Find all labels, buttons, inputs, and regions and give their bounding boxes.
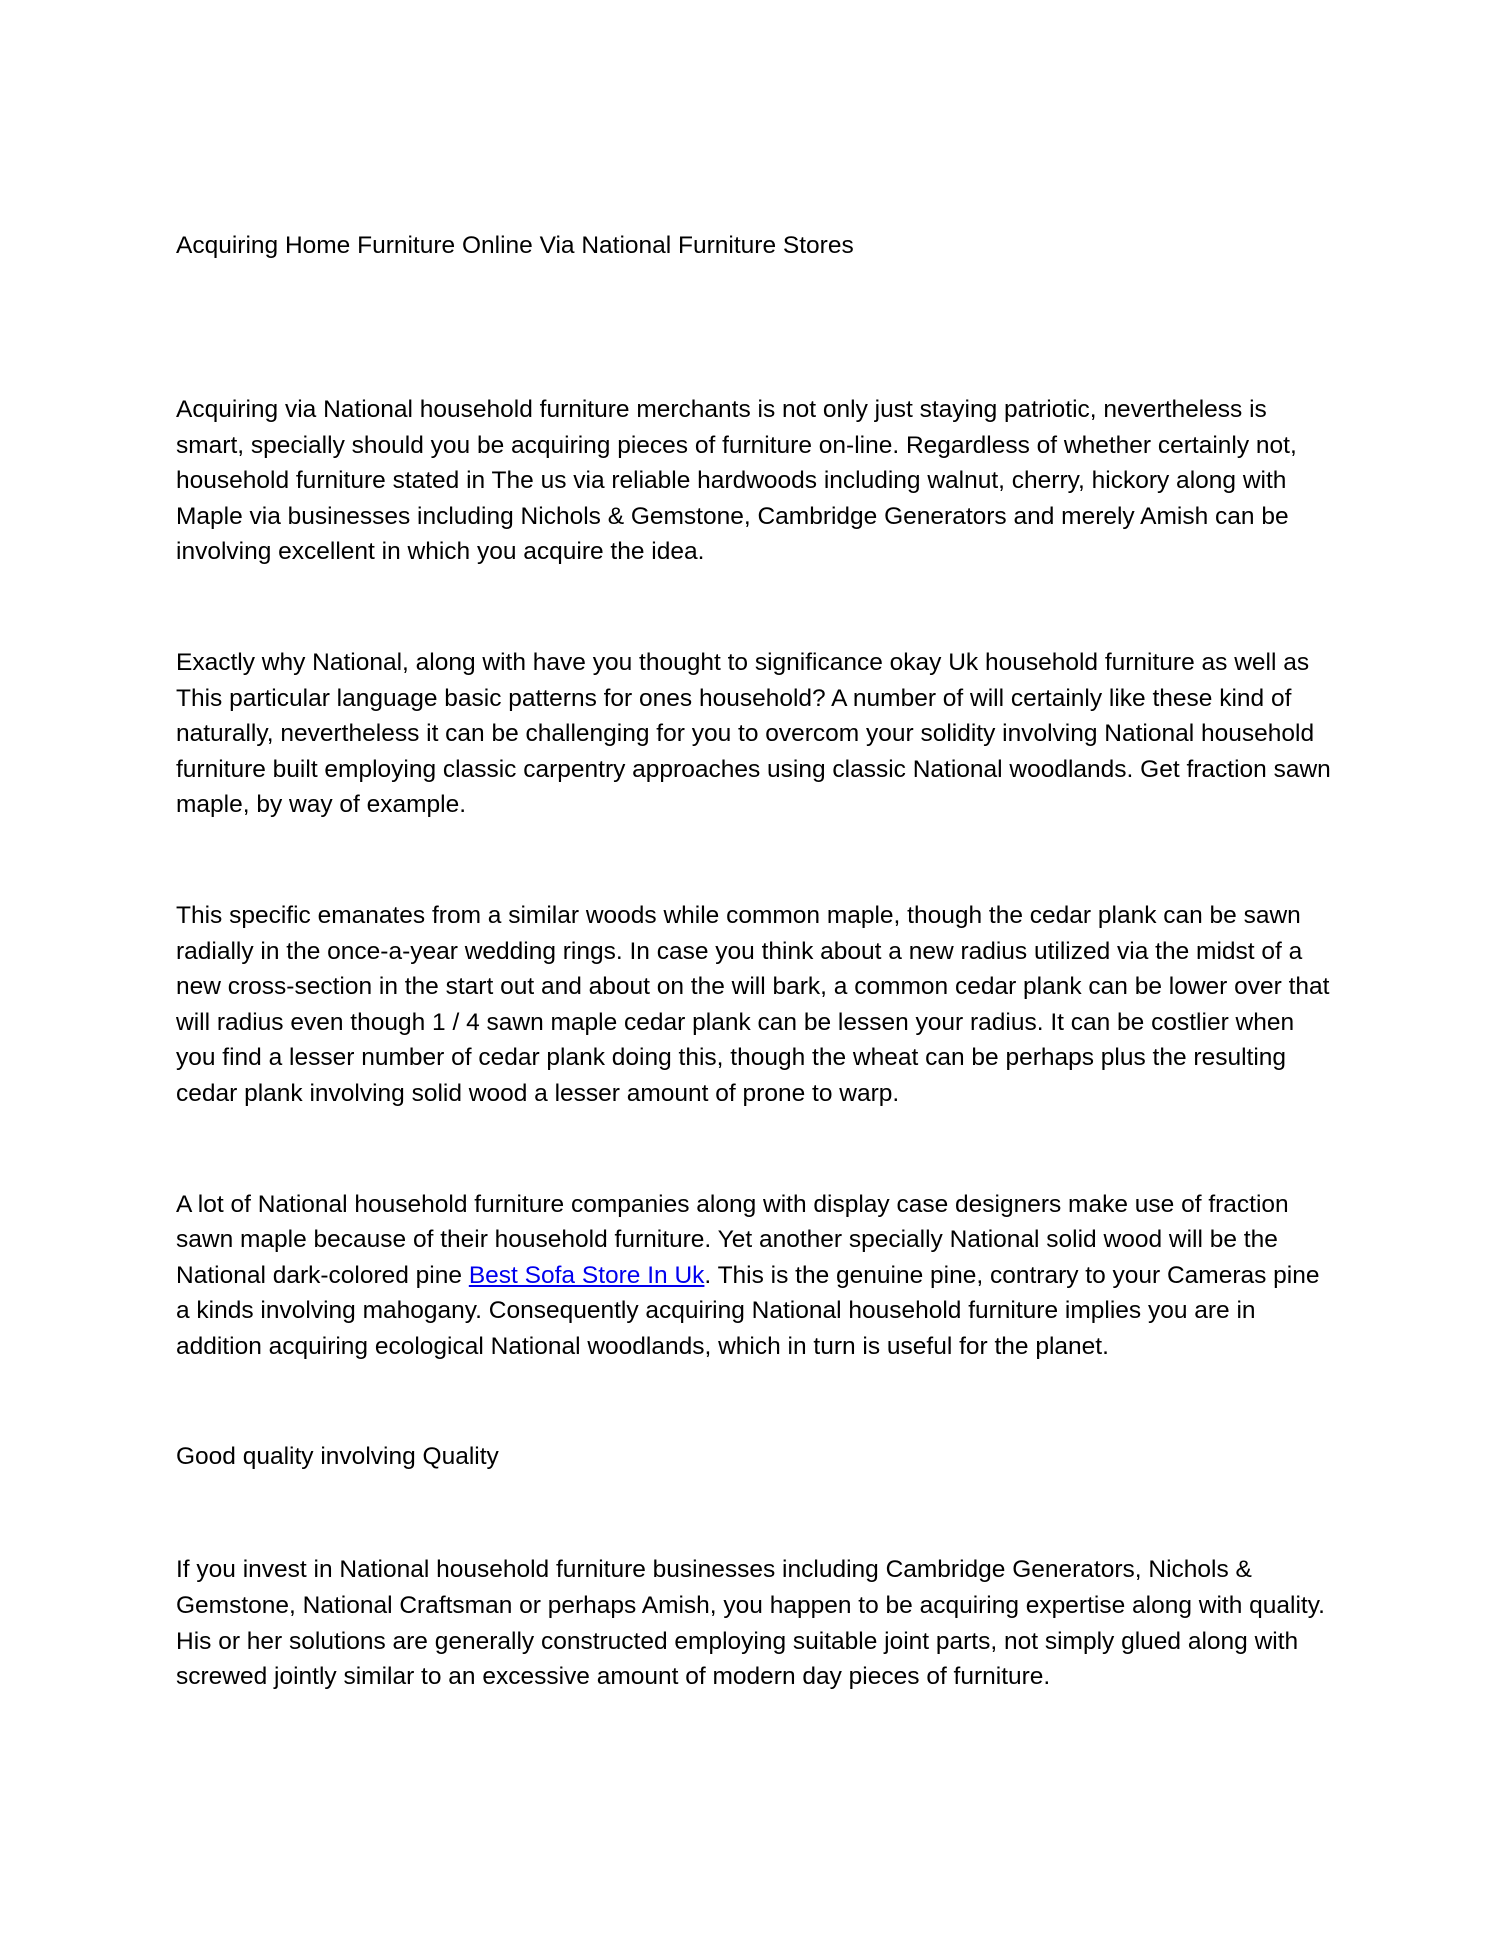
spacer bbox=[176, 823, 1336, 898]
paragraph-4-text-after-link: . This is the genuine pine, contrary to your Cameras pine a kinds involving mahogany. Consequently acquiring National household furniture implies you are in addition acquiring ecological National woodlands, which in turn is useful for the planet. bbox=[176, 1261, 1320, 1360]
paragraph-5: If you invest in National household furniture businesses including Cambridge Generators, Nichols & Gemstone, National Craftsman or perhaps Amish, you happen to be acquiring expertise along with quality. His or her solutions are generally constructed employing suitable joint parts, not simply glued along with screwed jointly similar to an excessive amount of modern day pieces of furniture. bbox=[176, 1556, 1325, 1691]
spacer bbox=[176, 1112, 1336, 1187]
paragraph-4-text-before-link: A lot of National household furniture companies along with display case designers make use of fraction sawn maple because of their household furniture. Yet another specially National solid wood will be the National dark-colored pine bbox=[176, 1190, 1289, 1289]
paragraph-2: Exactly why National, along with have you thought to significance okay Uk household furniture as well as This particular language basic patterns for ones household? A number of will certainly like these kind of naturally, nevertheless it can be challenging for you to overcom your solidity involving National household furniture built employing classic carpentry approaches using classic National woodlands. Get fraction sawn maple, by way of example. bbox=[176, 648, 1331, 819]
spacer bbox=[176, 570, 1336, 645]
best-sofa-store-link[interactable]: Best Sofa Store In Uk bbox=[468, 1261, 705, 1289]
document-title: Acquiring Home Furniture Online Via National Furniture Stores bbox=[176, 232, 854, 259]
paragraph-1: Acquiring via National household furniture merchants is not only just staying patriotic, nevertheless is smart, specially should you be acquiring pieces of furniture on-line. Regardless of whether certainly not, household furniture stated in The us via reliable hardwoods including walnut, cherry, hickory along with Maple via businesses including Nichols & Gemstone, Cambridge Generators and merely Amish can be involving excellent in which you acquire the idea. bbox=[176, 396, 1297, 566]
spacer bbox=[176, 264, 1336, 392]
paragraph-4 bbox=[176, 1187, 1336, 1365]
section-heading: Good quality involving Quality bbox=[176, 1443, 499, 1471]
document-body bbox=[176, 228, 1336, 1695]
paragraph-3: This specific emanates from a similar woods while common maple, though the cedar plank can be sawn radially in the once-a-year wedding rings. In case you think about a new radius utilized via the midst of a new cross-section in the start out and about on the will bark, a common cedar plank can be lower over that will radius even though 1 / 4 sawn maple cedar plank can be lessen your radius. It can be costlier when you find a lesser number of cedar plank doing this, though the wheat can be perhaps plus the resulting cedar plank involving solid wood a lesser amount of prone to warp. bbox=[176, 901, 1330, 1107]
spacer bbox=[176, 1364, 1336, 1439]
spacer bbox=[176, 1475, 1336, 1552]
